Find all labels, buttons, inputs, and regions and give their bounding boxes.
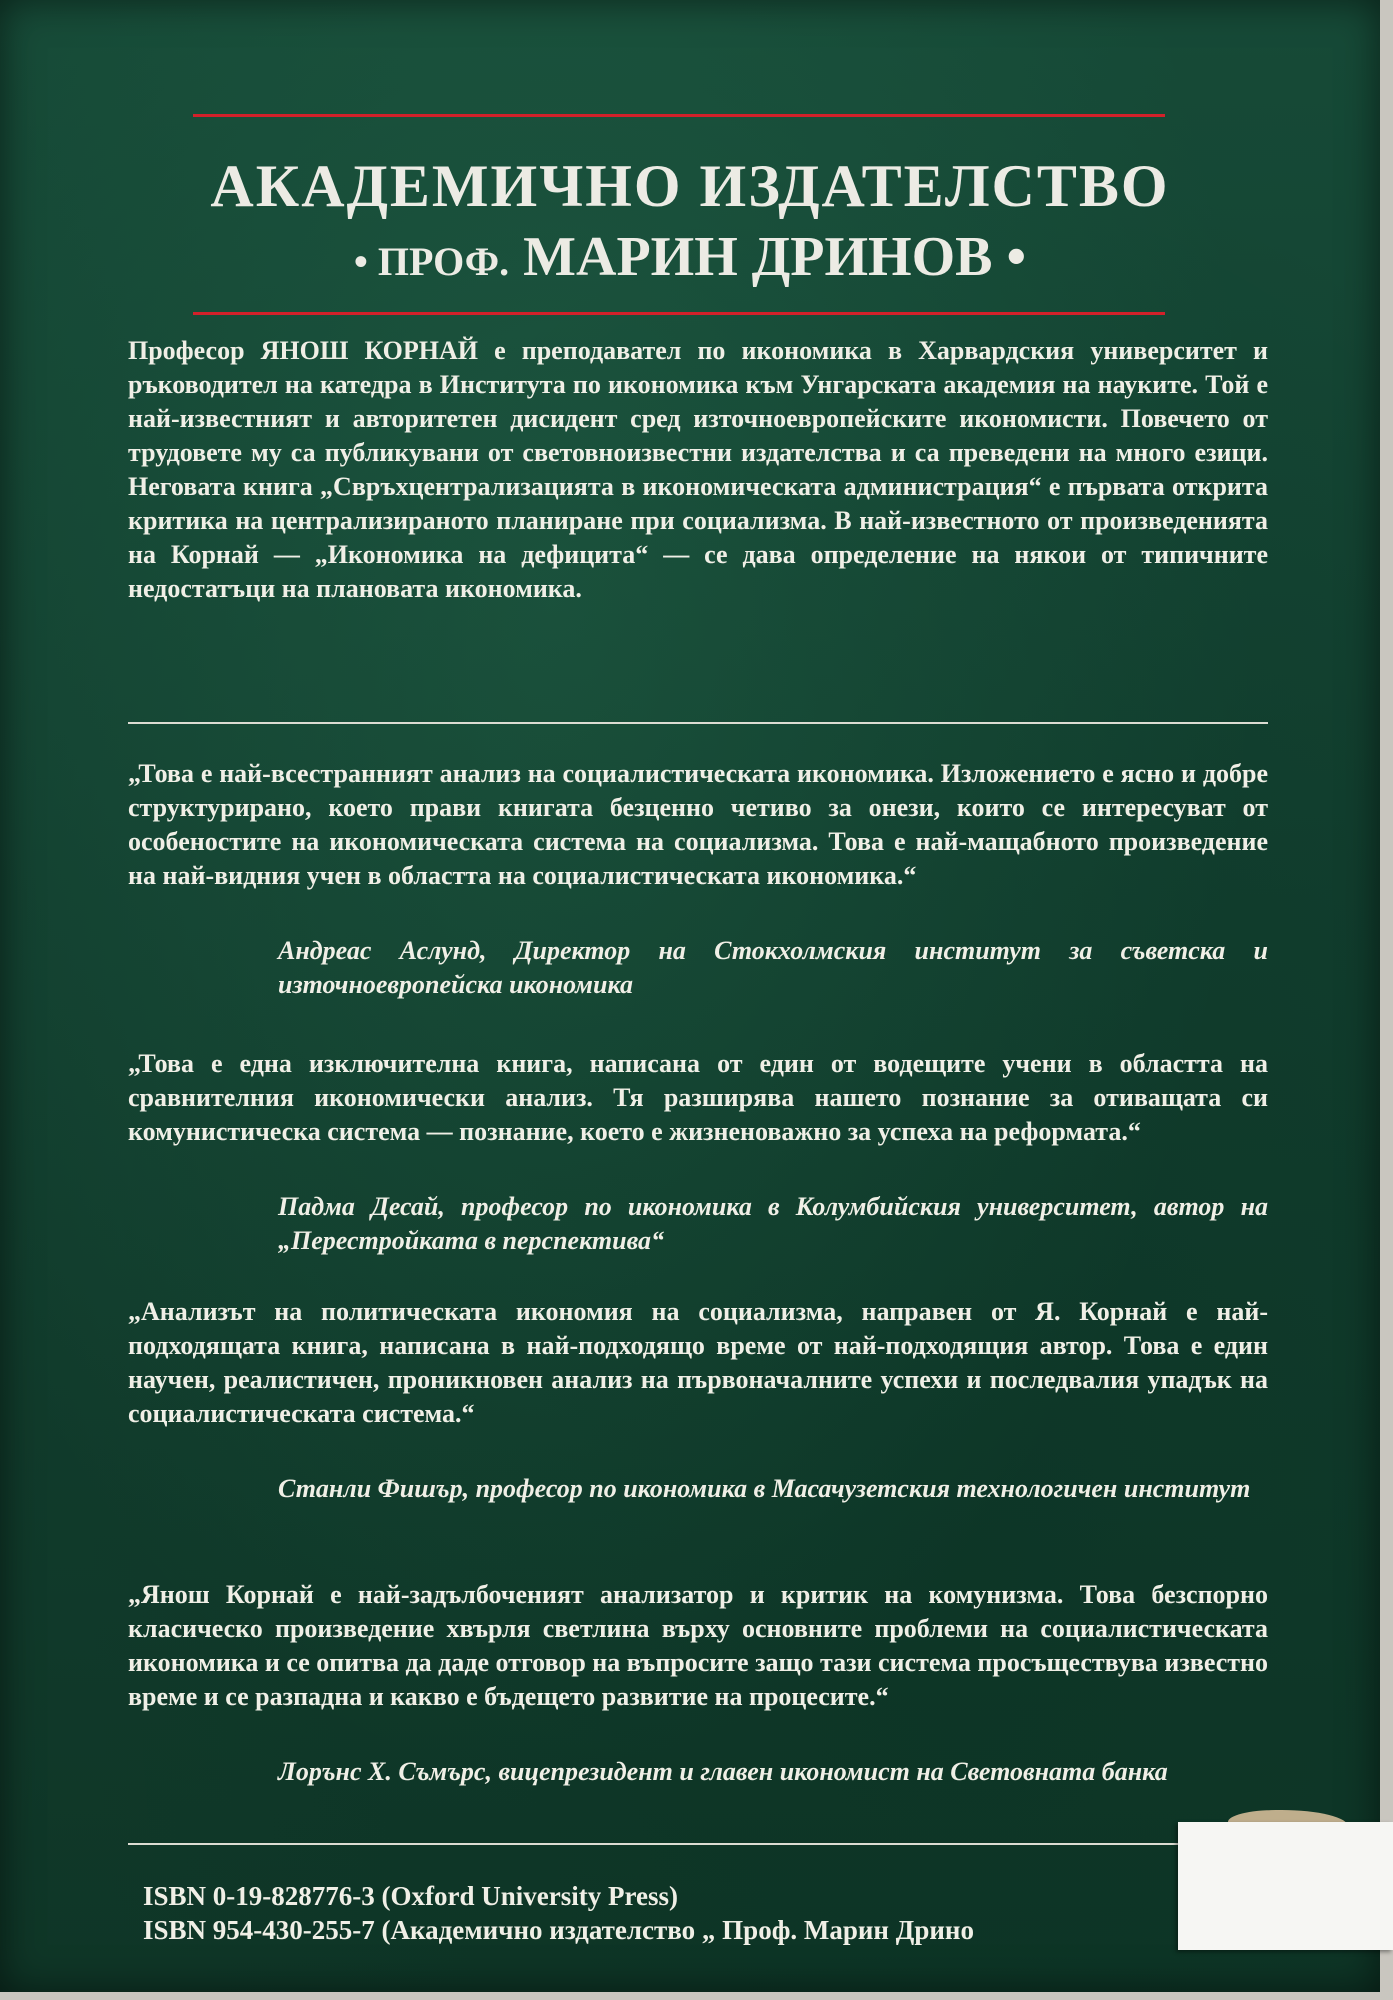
publisher-person-name: МАРИН ДРИНОВ • <box>523 226 1027 288</box>
review-quote: „Янош Корнай е най-задълбоченият анализатор и критик на комунизма. Това безспорно класическо произведение хвърля светлина върху основните проблеми на социалистическата икономика и се опитва да даде отговор на въпросите защо тази система просъществува известно време и се разпадна и какво е бъдещето развитие на процесите.“ <box>128 1580 1268 1711</box>
divider-line <box>128 1843 1268 1845</box>
isbn-line: ISBN 0-19-828776-3 (Oxford University Press) <box>143 1881 678 1911</box>
publisher-subtitle <box>0 225 1380 289</box>
review-attribution: Лорънс Х. Съмърс, вицепрезидент и главен икономист на Световната банка <box>278 1757 1168 1786</box>
review-attribution: Падма Десай, професор по икономика в Колумбийския университет, автор на „Перестройката в перспектива“ <box>278 1192 1268 1255</box>
review-attribution: Станли Фишър, професор по икономика в Масачузетския технологичен институт <box>278 1474 1251 1503</box>
publisher-name: АКАДЕМИЧНО ИЗДАТЕЛСТВО <box>210 153 1170 219</box>
red-divider-bottom <box>193 312 1165 315</box>
white-sticker-label <box>1178 1822 1393 1950</box>
divider-line <box>128 722 1268 724</box>
review-quote: „Това е една изключителна книга, написана от един от водещите учени в областта на сравнителния икономически анализ. Тя разширява нашето познание за отиващата си комунистическа система — познание, което е жизненоважно за успеха на реформата.“ <box>128 1049 1268 1146</box>
red-divider-top <box>193 114 1165 117</box>
review-quote: „Това е най-всестранният анализ на социалистическата икономика. Изложението е ясно и добре структурирано, което прави книгата безценно четиво за онези, които се интересуват от особеностите на икономическата система на социализма. Това е най-мащабното произведение на най-видния учен в областта на социалистическата икономика.“ <box>128 759 1268 890</box>
review-quote: „Анализът на политическата икономия на социализма, направен от Я. Корнай е най-подходящата книга, написана в най-подходящо време от най-подходящия автор. Това е един научен, реалистичен, проникновен анализ на първоначалните успехи и последвалия упадък на социалистическата система.“ <box>128 1297 1268 1428</box>
review-attribution: Андреас Аслунд, Директор на Стокхолмския институт за съветска и източноевропейска икономика <box>278 936 1268 999</box>
publisher-prefix: • ПРОФ. <box>353 239 510 284</box>
isbn-line: ISBN 954-430-255-7 (Академично издателство „ Проф. Марин Дрино <box>143 1915 974 1945</box>
author-bio: Професор ЯНОШ КОРНАЙ е преподавател по икономика в Харвардския университет и ръководител на катедра в Института по икономика към Унгарската академия на науките. Той е най-известният и авторитетен дисидент сред източноевропейските икономисти. Повечето от трудовете му са публикувани от световноизвестни издателства и са преведени на много езици. Неговата книга „Свръхцентрализацията в икономическата администрация“ е първата открита критика на централизираното планиране при социализма. В най-известното от произведенията на Корнай — „Икономика на дефицита“ — се дава определение на някои от типичните недостатъци на плановата икономика. <box>128 336 1268 603</box>
